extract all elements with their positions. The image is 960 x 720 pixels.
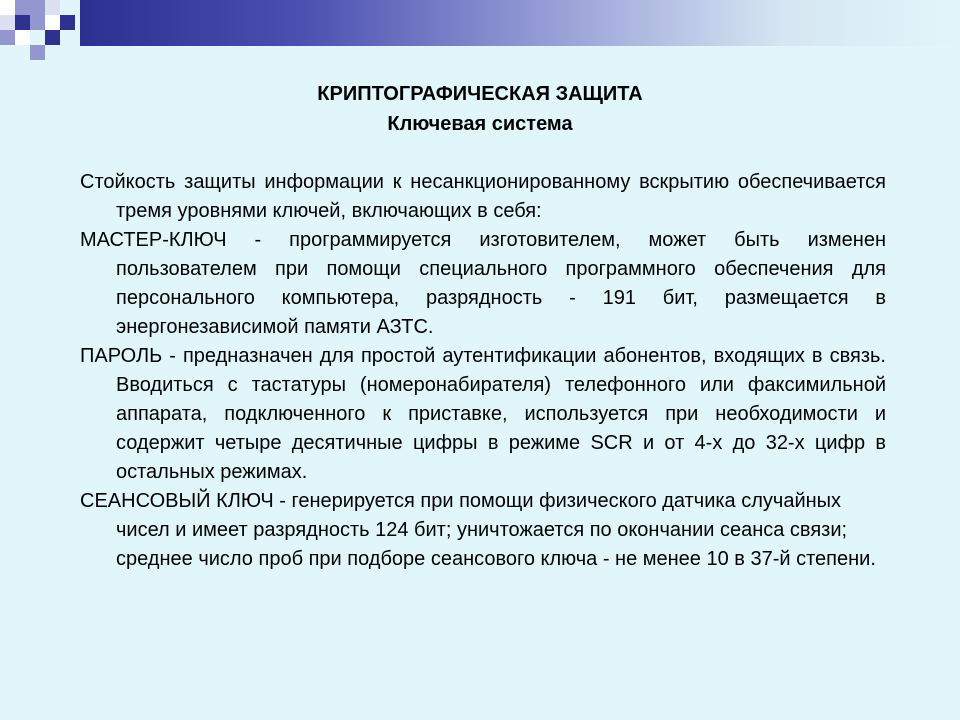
decor-square [15, 0, 30, 15]
decor-square [45, 30, 60, 45]
paragraph-password: ПАРОЛЬ - предназначен для простой аутентификации абонентов, входящих в связь. Вводиться с тастатуры (номеронабирателя) телефонного или факсимильной аппарата, подключенного к приставке, используется при необходимости и содержит четыре десятичные цифры в режиме SCR и от 4-х до 32-х цифр в остальных режимах. [80, 345, 886, 483]
decor-square [45, 15, 60, 30]
decor-square [45, 0, 60, 15]
slide-body [80, 168, 886, 574]
decor-square [30, 45, 45, 60]
decor-square [15, 15, 30, 30]
decor-square [30, 15, 45, 30]
decor-square [30, 0, 45, 15]
header-gradient-bar [80, 0, 960, 46]
paragraph-master-key: МАСТЕР-КЛЮЧ - программируется изготовителем, может быть изменен пользователем при помощи специального программного обеспечения для персонального компьютера, разрядность - 191 бит, размещается в энергонезависимой памяти АЗТС. [80, 229, 886, 338]
decor-square [0, 0, 15, 15]
decor-square [60, 15, 75, 30]
paragraph-session-key: СЕАНСОВЫЙ КЛЮЧ - генерируется при помощи физического датчика случайных чисел и имеет разрядность 124 бит; уничтожается по окончании сеанса связи; среднее число проб при подборе сеансового ключа - не менее 10 в 37-й степени. [80, 490, 876, 570]
slide-subtitle: Ключевая система [387, 113, 573, 135]
slide-title: КРИПТОГРАФИЧЕСКАЯ ЗАЩИТА [317, 83, 643, 105]
paragraph-intro: Стойкость защиты информации к несанкционированному вскрытию обеспечивается тремя уровнями ключей, включающих в себя: [80, 171, 886, 222]
decor-square [0, 30, 15, 45]
decor-square [15, 30, 30, 45]
decor-square [0, 15, 15, 30]
